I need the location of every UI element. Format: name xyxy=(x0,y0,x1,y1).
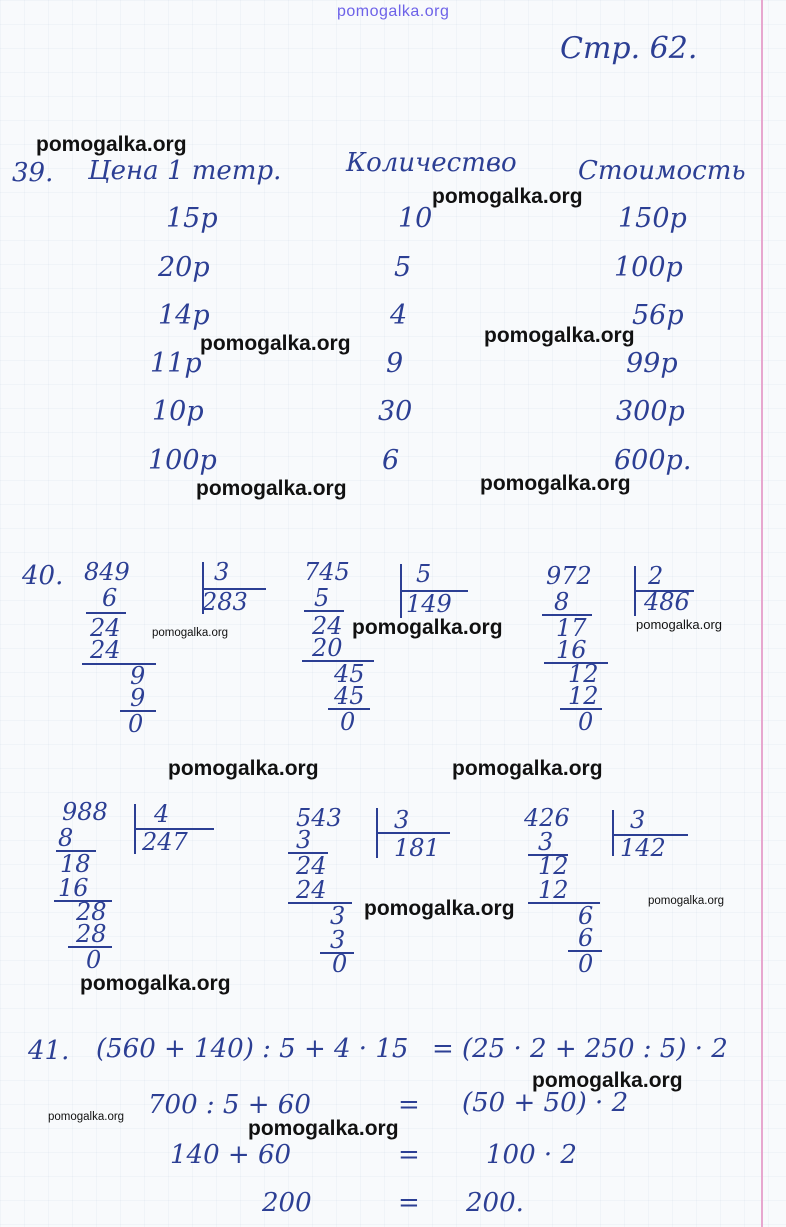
task39-row3-price: 14р xyxy=(158,300,210,331)
task39-row4-cost: 99р xyxy=(626,348,678,379)
division-5-dividend: 543 xyxy=(296,804,342,832)
division-4-step-3: 16 xyxy=(58,874,89,902)
division-2-divisor: 5 xyxy=(416,560,432,588)
division-3-divisor: 2 xyxy=(648,562,664,590)
task39-row1-quantity: 10 xyxy=(398,203,433,234)
division-4-divisor: 4 xyxy=(154,800,170,828)
division-3-step-3: 16 xyxy=(556,636,587,664)
division-2-step-1: 5 xyxy=(314,584,330,612)
task41-line1-left: (560 + 140) : 5 + 4 · 15 xyxy=(96,1034,409,1064)
division-5-step-6: 0 xyxy=(332,950,348,978)
task41-line2-equals: = xyxy=(398,1090,420,1120)
division-5-step-5: 3 xyxy=(330,926,346,954)
watermark-8: pomogalka.org xyxy=(352,616,503,639)
watermark-12: pomogalka.org xyxy=(364,897,515,920)
division-6-bar xyxy=(612,810,614,856)
task41-line1-equals: = xyxy=(432,1034,454,1064)
division-3-step-6: 0 xyxy=(578,708,594,736)
division-1-quotient: 283 xyxy=(202,588,248,616)
division-6-quotient: 142 xyxy=(620,834,666,862)
division-3-quotient: 486 xyxy=(644,588,690,616)
task41-line3-right: 100 · 2 xyxy=(486,1140,577,1170)
watermark-17: pomogalka.org xyxy=(248,1117,399,1140)
task39-row2-price: 20р xyxy=(158,252,210,283)
watermark-14: pomogalka.org xyxy=(80,972,231,995)
watermark-15: pomogalka.org xyxy=(532,1069,683,1092)
division-5-step-2: 24 xyxy=(296,852,327,880)
division-5-quotient: 181 xyxy=(394,834,440,862)
task40-number: 40. xyxy=(22,561,64,591)
watermark-6: pomogalka.org xyxy=(480,472,631,495)
division-2-step-5: 45 xyxy=(334,682,365,710)
header-watermark: pomogalka.org xyxy=(337,3,450,20)
division-4-step-2: 18 xyxy=(60,850,91,878)
division-5-step-3: 24 xyxy=(296,876,327,904)
division-6-step-4: 6 xyxy=(578,902,594,930)
division-4-step-6: 0 xyxy=(86,946,102,974)
task41-line4-equals: = xyxy=(398,1188,420,1218)
division-3-step-1: 8 xyxy=(554,588,570,616)
watermark-10: pomogalka.org xyxy=(168,757,319,780)
division-5-divisor: 3 xyxy=(394,806,410,834)
watermark-16: pomogalka.org xyxy=(48,1111,125,1123)
task41-line1-right: (25 · 2 + 250 : 5) · 2 xyxy=(462,1034,728,1064)
task41-line4-right: 200. xyxy=(466,1188,524,1218)
division-4-step-4: 28 xyxy=(76,898,107,926)
task39-row1-cost: 150р xyxy=(618,203,687,234)
division-1-step-6: 0 xyxy=(128,710,144,738)
task39-row2-cost: 100р xyxy=(614,252,683,283)
watermark-11: pomogalka.org xyxy=(452,757,603,780)
division-6-step-1: 3 xyxy=(538,828,554,856)
task41-line2-right: (50 + 50) · 2 xyxy=(462,1088,629,1118)
task41-line3-left: 140 + 60 xyxy=(170,1140,292,1170)
division-1-step-2: 24 xyxy=(90,614,121,642)
task39-row2-quantity: 5 xyxy=(394,252,412,283)
task39-row1-price: 15р xyxy=(166,203,218,234)
division-6-dividend: 426 xyxy=(524,804,570,832)
page-label: Стр. 62. xyxy=(560,31,698,66)
task39-number: 39. xyxy=(12,158,54,188)
watermark-1: pomogalka.org xyxy=(36,133,187,156)
task39-row6-quantity: 6 xyxy=(382,445,400,476)
watermark-2: pomogalka.org xyxy=(432,185,583,208)
division-6-step-6: 0 xyxy=(578,950,594,978)
task41-line2-left: 700 : 5 + 60 xyxy=(148,1090,311,1120)
task39-row6-price: 100р xyxy=(148,445,217,476)
watermark-3: pomogalka.org xyxy=(200,332,351,355)
task39-header-price: Цена 1 тетр. xyxy=(88,156,282,186)
division-6-divisor: 3 xyxy=(630,806,646,834)
task39-row5-quantity: 30 xyxy=(378,396,413,427)
watermark-7: pomogalka.org xyxy=(152,627,229,639)
watermark-9: pomogalka.org xyxy=(636,617,722,632)
task41-number: 41. xyxy=(28,1036,70,1066)
division-3-step-2: 17 xyxy=(556,614,587,642)
division-3-dividend: 972 xyxy=(546,562,592,590)
watermark-5: pomogalka.org xyxy=(196,477,347,500)
division-4-dividend: 988 xyxy=(62,798,108,826)
division-2-step-4: 45 xyxy=(334,660,365,688)
division-6-step-5: 6 xyxy=(578,924,594,952)
division-6-step-3: 12 xyxy=(538,876,569,904)
watermark-13: pomogalka.org xyxy=(648,895,725,907)
division-1-step-5: 9 xyxy=(130,684,146,712)
task39-row5-price: 10р xyxy=(152,396,204,427)
division-5-step-4: 3 xyxy=(330,902,346,930)
division-3-step-5: 12 xyxy=(568,682,599,710)
division-1-step-1: 6 xyxy=(102,584,118,612)
task39-row4-quantity: 9 xyxy=(386,348,404,379)
division-3-step-4: 12 xyxy=(568,660,599,688)
division-5-step-1: 3 xyxy=(296,826,312,854)
task39-row3-quantity: 4 xyxy=(390,300,408,331)
task39-header-cost: Стоимость xyxy=(578,156,746,186)
division-2-step-3: 20 xyxy=(312,634,343,662)
task39-row3-cost: 56р xyxy=(632,300,684,331)
division-4-quotient: 247 xyxy=(142,828,188,856)
watermark-4: pomogalka.org xyxy=(484,324,635,347)
division-2-dividend: 745 xyxy=(304,558,350,586)
task41-line3-equals: = xyxy=(398,1140,420,1170)
task41-line4-left: 200 xyxy=(262,1188,312,1218)
task39-row5-cost: 300р xyxy=(616,396,685,427)
division-4-step-1: 8 xyxy=(58,824,74,852)
division-1-step-3: 24 xyxy=(90,636,121,664)
task39-header-quantity: Количество xyxy=(346,148,517,178)
task39-row6-cost: 600р. xyxy=(614,445,692,476)
division-1-dividend: 849 xyxy=(84,558,130,586)
division-2-step-2: 24 xyxy=(312,612,343,640)
division-6-step-2: 12 xyxy=(538,852,569,880)
task39-row4-price: 11р xyxy=(150,348,202,379)
division-1-step-4: 9 xyxy=(130,662,146,690)
division-2-quotient: 149 xyxy=(406,590,452,618)
margin-line xyxy=(761,0,763,1227)
division-2-step-6: 0 xyxy=(340,708,356,736)
division-4-step-5: 28 xyxy=(76,920,107,948)
division-1-divisor: 3 xyxy=(214,558,230,586)
